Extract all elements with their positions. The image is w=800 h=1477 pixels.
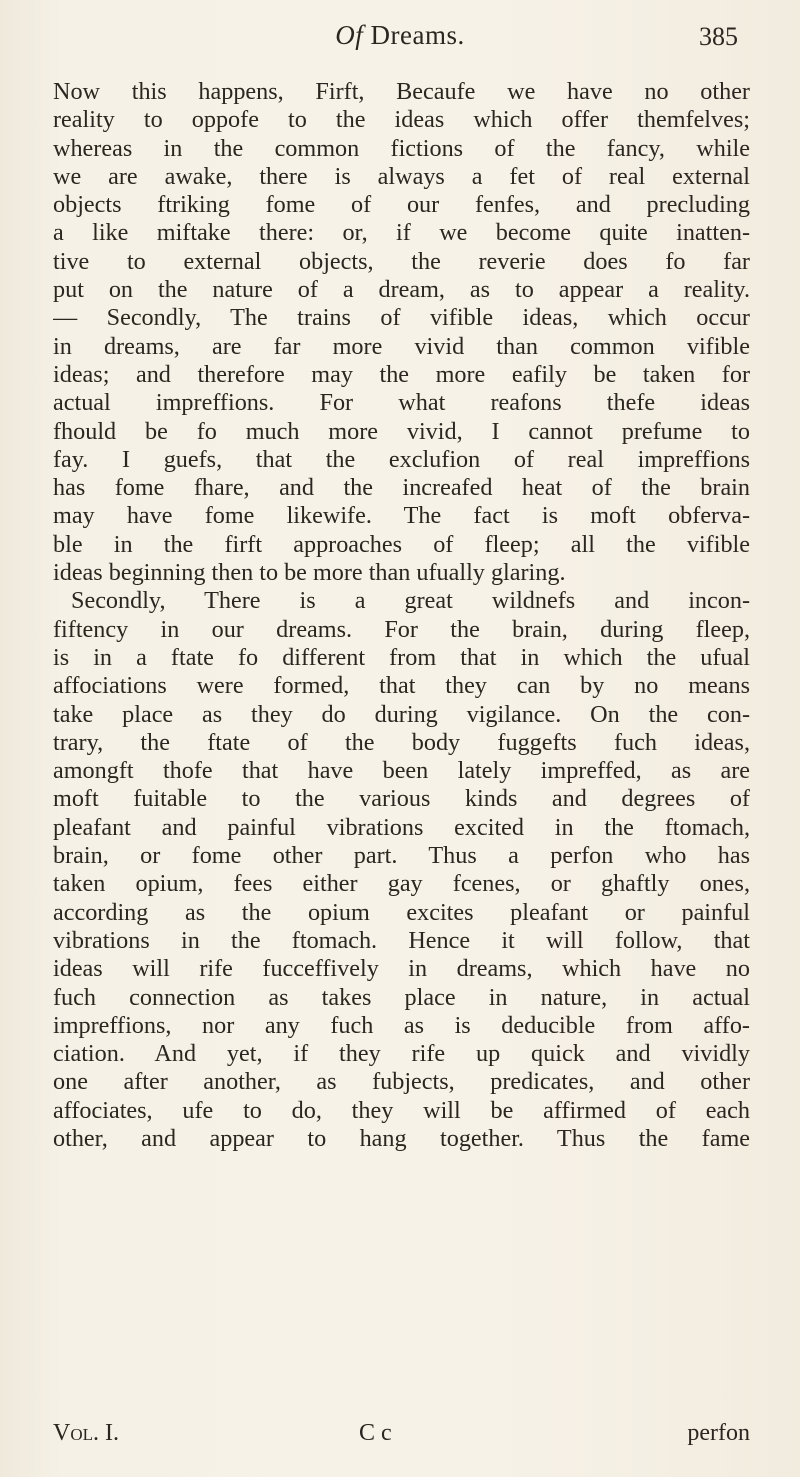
- text-line: is in a ftate fo different from that in which the ufual: [53, 643, 750, 671]
- text-line: may have fome likewife. The fact is moft obferva-: [53, 502, 750, 530]
- text-line: whereas in the common fictions of the fancy, while: [53, 134, 750, 162]
- text-line: objects ftriking fome of our fenfes, and precluding: [53, 191, 750, 219]
- paragraph-1: [53, 78, 750, 587]
- signature-mark: C c: [359, 1420, 392, 1446]
- text-line: according as the opium excites pleafant or painful: [53, 898, 750, 926]
- text-line: ble in the firft approaches of fleep; all the vifible: [53, 530, 750, 558]
- text-line: fiftency in our dreams. For the brain, during fleep,: [53, 615, 750, 643]
- text-line: we are awake, there is always a fet of real external: [53, 162, 750, 190]
- text-line: in dreams, are far more vivid than common vifible: [53, 332, 750, 360]
- text-line: ciation. And yet, if they rife up quick and vividly: [53, 1040, 750, 1068]
- text-line: take place as they do during vigilance. On the con-: [53, 700, 750, 728]
- text-line: other, and appear to hang together. Thus the fame: [53, 1124, 750, 1152]
- text-line: ideas will rife fucceffively in dreams, which have no: [53, 955, 750, 983]
- text-line: ideas; and therefore may the more eafily be taken for: [53, 360, 750, 388]
- running-title-prefix: Of: [335, 20, 364, 50]
- page-number: 385: [699, 22, 738, 51]
- text-line: put on the nature of a dream, as to appear a reality.: [53, 276, 750, 304]
- body-text: [53, 78, 750, 1153]
- text-line: one after another, as fubjects, predicates, and other: [53, 1068, 750, 1096]
- paragraph-2: [53, 587, 750, 1153]
- text-line: impreffions, nor any fuch as is deducible from affo-: [53, 1011, 750, 1039]
- text-line: has fome fhare, and the increafed heat of the brain: [53, 474, 750, 502]
- page-footer: [53, 1420, 750, 1450]
- running-head: [0, 20, 800, 60]
- text-line: trary, the ftate of the body fuggefts fuch ideas,: [53, 728, 750, 756]
- text-line: vibrations in the ftomach. Hence it will follow, that: [53, 926, 750, 954]
- text-line: reality to oppofe to the ideas which offer themfelves;: [53, 106, 750, 134]
- volume-mark: Vol. I.: [53, 1420, 119, 1446]
- text-line: tive to external objects, the reverie does fo far: [53, 247, 750, 275]
- text-line: fhould be fo much more vivid, I cannot prefume to: [53, 417, 750, 445]
- catchword: perfon: [687, 1420, 750, 1446]
- text-line: Secondly, There is a great wildnefs and incon-: [71, 587, 750, 615]
- text-line: fay. I guefs, that the exclufion of real impreffions: [53, 445, 750, 473]
- text-line: — Secondly, The trains of vifible ideas, which occur: [53, 304, 750, 332]
- text-line: a like miftake there: or, if we become quite inatten-: [53, 219, 750, 247]
- running-title-main: Dreams.: [370, 20, 465, 50]
- running-title: [0, 20, 800, 51]
- text-line: affociations were formed, that they can by no means: [53, 672, 750, 700]
- text-line: affociates, ufe to do, they will be affirmed of each: [53, 1096, 750, 1124]
- text-line: taken opium, fees either gay fcenes, or ghaftly ones,: [53, 870, 750, 898]
- text-line: Now this happens, Firft, Becaufe we have no other: [53, 78, 750, 105]
- text-line: pleafant and painful vibrations excited in the ftomach,: [53, 813, 750, 841]
- text-line: fuch connection as takes place in nature, in actual: [53, 983, 750, 1011]
- text-line: actual impreffions. For what reafons thefe ideas: [53, 389, 750, 417]
- text-line: ideas beginning then to be more than ufually glaring.: [53, 559, 566, 587]
- text-line: moft fuitable to the various kinds and degrees of: [53, 785, 750, 813]
- text-line: amongft thofe that have been lately impreffed, as are: [53, 757, 750, 785]
- text-line: brain, or fome other part. Thus a perfon who has: [53, 842, 750, 870]
